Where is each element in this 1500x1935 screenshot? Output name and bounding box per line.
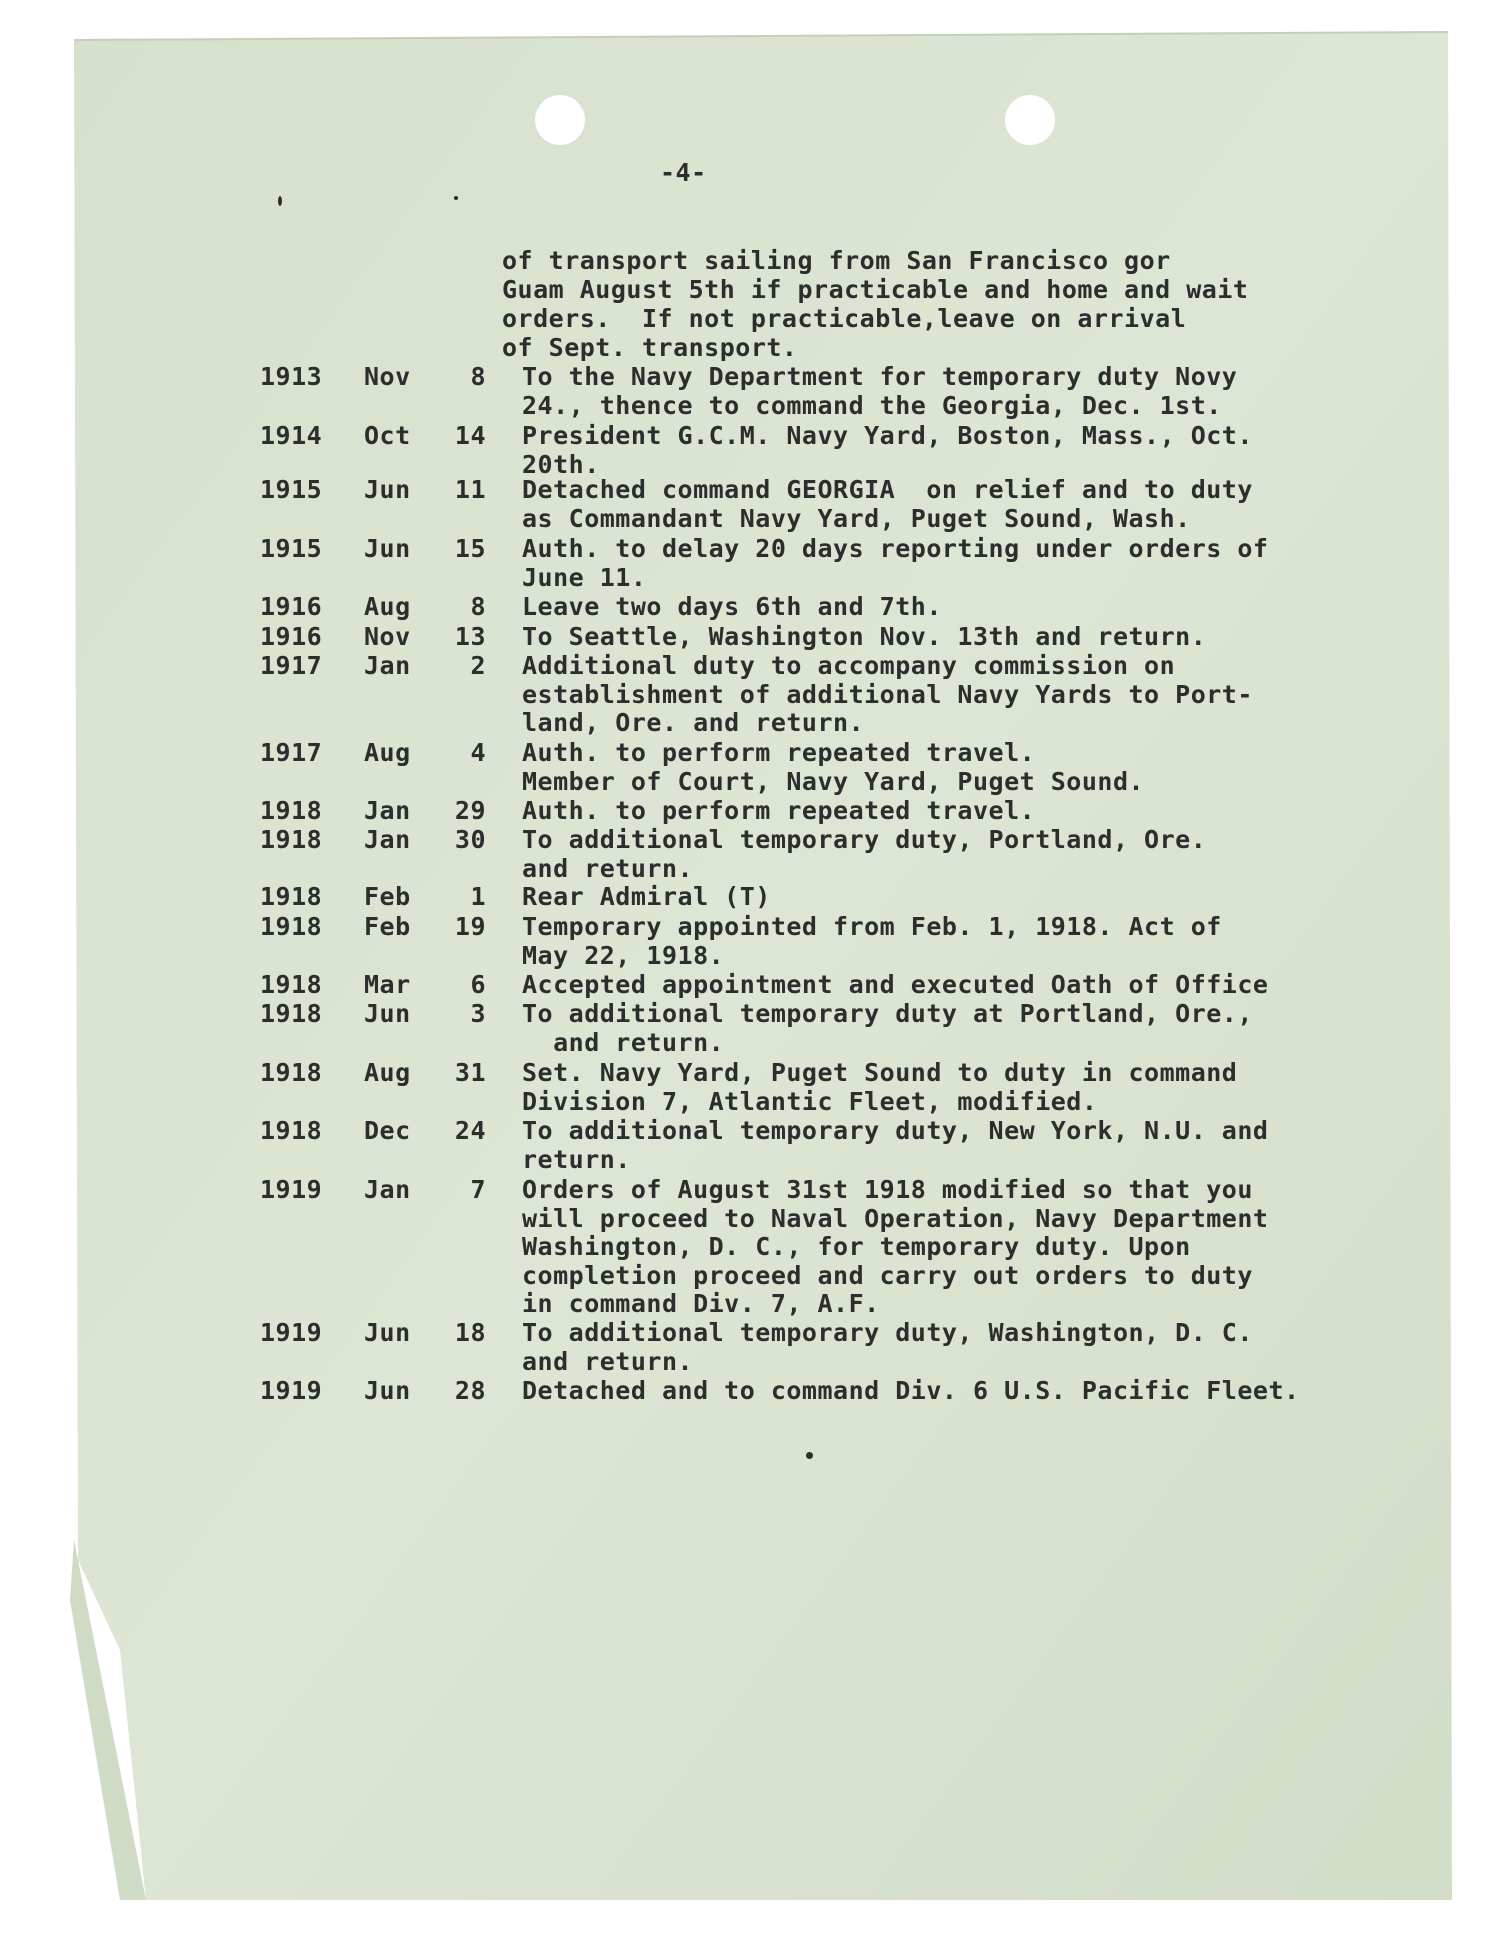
entry-year: 1918 [260, 999, 323, 1028]
entry-month: Jun [364, 999, 411, 1028]
entry-year: 1915 [260, 534, 323, 563]
continuation-line: of Sept. transport. [502, 333, 798, 362]
entry-day: 3 [470, 999, 486, 1028]
entry-text-line: To additional temporary duty, Washington, D. C. [522, 1318, 1253, 1347]
entry-text-line: President G.C.M. Navy Yard, Boston, Mass., Oct. [522, 421, 1253, 450]
entry-year: 1918 [260, 1058, 323, 1087]
entry-day: 30 [454, 825, 486, 854]
entry-day: 2 [470, 651, 486, 680]
entry-text-line: Washington, D. C., for temporary duty. Upon [522, 1232, 1191, 1262]
entry-text-line: Orders of August 31st 1918 modified so that you [522, 1175, 1253, 1204]
entry-month: Aug [364, 1058, 411, 1087]
entry-text-line: will proceed to Naval Operation, Navy Department [522, 1203, 1269, 1233]
entry-day: 18 [454, 1318, 486, 1347]
entry-month: Jun [364, 1376, 411, 1405]
entry-day: 7 [470, 1175, 486, 1204]
entry-year: 1919 [260, 1318, 323, 1347]
entry-year: 1915 [260, 475, 323, 504]
entry-text-line: and return. [522, 853, 694, 883]
entry-day: 8 [470, 592, 486, 621]
entry-text-line: Additional duty to accompany commission on [522, 651, 1176, 680]
entry-day: 19 [454, 912, 486, 941]
entry-year: 1918 [260, 825, 323, 854]
entry-text-line: completion proceed and carry out orders to duty [522, 1260, 1253, 1290]
entry-day: 28 [454, 1376, 486, 1405]
entry-month: Aug [364, 738, 411, 767]
entry-text-line: To additional temporary duty, Portland, Ore. [522, 825, 1207, 854]
entry-month: Jan [364, 651, 411, 680]
entry-day: 6 [470, 970, 486, 999]
entry-month: Jan [364, 1175, 411, 1204]
entry-text-line: in command Div. 7, A.F. [522, 1289, 880, 1319]
entry-year: 1916 [260, 592, 323, 621]
entry-text-line: Leave two days 6th and 7th. [522, 592, 942, 621]
entry-year: 1919 [260, 1175, 323, 1204]
entry-text-line: June 11. [522, 562, 647, 592]
entry-day: 29 [454, 796, 486, 825]
entry-month: Jun [364, 534, 411, 563]
continuation-line: Guam August 5th if practicable and home and wait [502, 275, 1249, 304]
entry-year: 1917 [260, 651, 323, 680]
entry-day: 11 [454, 475, 486, 504]
page-number: -4- [660, 158, 707, 187]
entry-text-line: To the Navy Department for temporary duty Novy [522, 362, 1238, 391]
continuation-line: of transport sailing from San Francisco gor [502, 246, 1171, 275]
entry-text-line: Set. Navy Yard, Puget Sound to duty in command [522, 1058, 1238, 1087]
entry-text-line: Auth. to perform repeated travel. [522, 738, 1036, 767]
entry-day: 15 [454, 534, 486, 563]
punch-hole-left [535, 95, 585, 145]
entry-day: 14 [454, 421, 486, 450]
punch-hole-right [1005, 95, 1055, 145]
entry-text-line: 20th. [522, 449, 600, 479]
entry-day: 13 [454, 622, 486, 651]
entry-text-line: and return. [522, 1346, 694, 1376]
entry-month: Jun [364, 475, 411, 504]
stray-ink-mark [806, 1452, 813, 1459]
entry-text-line: Accepted appointment and executed Oath of Office [522, 970, 1269, 999]
entry-text-line: land, Ore. and return. [522, 708, 865, 738]
entry-year: 1918 [260, 882, 323, 911]
stray-ink-mark [278, 196, 282, 206]
entry-text-line: Detached and to command Div. 6 U.S. Pacific Fleet. [522, 1376, 1300, 1405]
entry-text-line: Temporary appointed from Feb. 1, 1918. Act of [522, 912, 1222, 941]
entry-month: Nov [364, 362, 411, 391]
entry-text-line: Member of Court, Navy Yard, Puget Sound. [522, 766, 1145, 796]
entry-text-line: as Commandant Navy Yard, Puget Sound, Wash. [522, 503, 1191, 533]
entry-text-line: and return. [522, 1027, 725, 1057]
entry-year: 1918 [260, 1116, 323, 1145]
entry-year: 1913 [260, 362, 323, 391]
entry-text-line: Detached command GEORGIA on relief and to duty [522, 475, 1253, 504]
entry-text-line: To Seattle, Washington Nov. 13th and return. [522, 622, 1207, 651]
entry-year: 1917 [260, 738, 323, 767]
entry-text-line: May 22, 1918. [522, 940, 725, 970]
entry-text-line: Auth. to perform repeated travel. [522, 796, 1036, 825]
entry-month: Jan [364, 796, 411, 825]
entry-year: 1916 [260, 622, 323, 651]
entry-year: 1918 [260, 970, 323, 999]
entry-month: Mar [364, 970, 411, 999]
entry-day: 8 [470, 362, 486, 391]
entry-text-line: Rear Admiral (T) [522, 882, 771, 911]
entry-month: Nov [364, 622, 411, 651]
continuation-line: orders. If not practicable,leave on arrival [502, 304, 1187, 333]
entry-month: Dec [364, 1116, 411, 1145]
entry-month: Jan [364, 825, 411, 854]
entry-day: 31 [454, 1058, 486, 1087]
entry-month: Aug [364, 592, 411, 621]
entry-year: 1914 [260, 421, 323, 450]
entry-day: 24 [454, 1116, 486, 1145]
entry-month: Feb [364, 882, 411, 911]
entry-year: 1918 [260, 796, 323, 825]
entry-text-line: 24., thence to command the Georgia, Dec. 1st. [522, 390, 1222, 420]
entry-text-line: Division 7, Atlantic Fleet, modified. [522, 1086, 1098, 1116]
entry-year: 1918 [260, 912, 323, 941]
entry-month: Feb [364, 912, 411, 941]
entry-month: Oct [364, 421, 411, 450]
entry-day: 4 [470, 738, 486, 767]
entry-year: 1919 [260, 1376, 323, 1405]
entry-text-line: establishment of additional Navy Yards to Port- [522, 679, 1253, 709]
entry-day: 1 [470, 882, 486, 911]
entry-text-line: Auth. to delay 20 days reporting under orders of [522, 534, 1269, 563]
entry-text-line: To additional temporary duty at Portland, Ore., [522, 999, 1253, 1028]
stray-ink-mark [454, 196, 458, 200]
entry-text-line: To additional temporary duty, New York, N.U. and [522, 1116, 1269, 1145]
entry-text-line: return. [522, 1144, 631, 1174]
entry-month: Jun [364, 1318, 411, 1347]
